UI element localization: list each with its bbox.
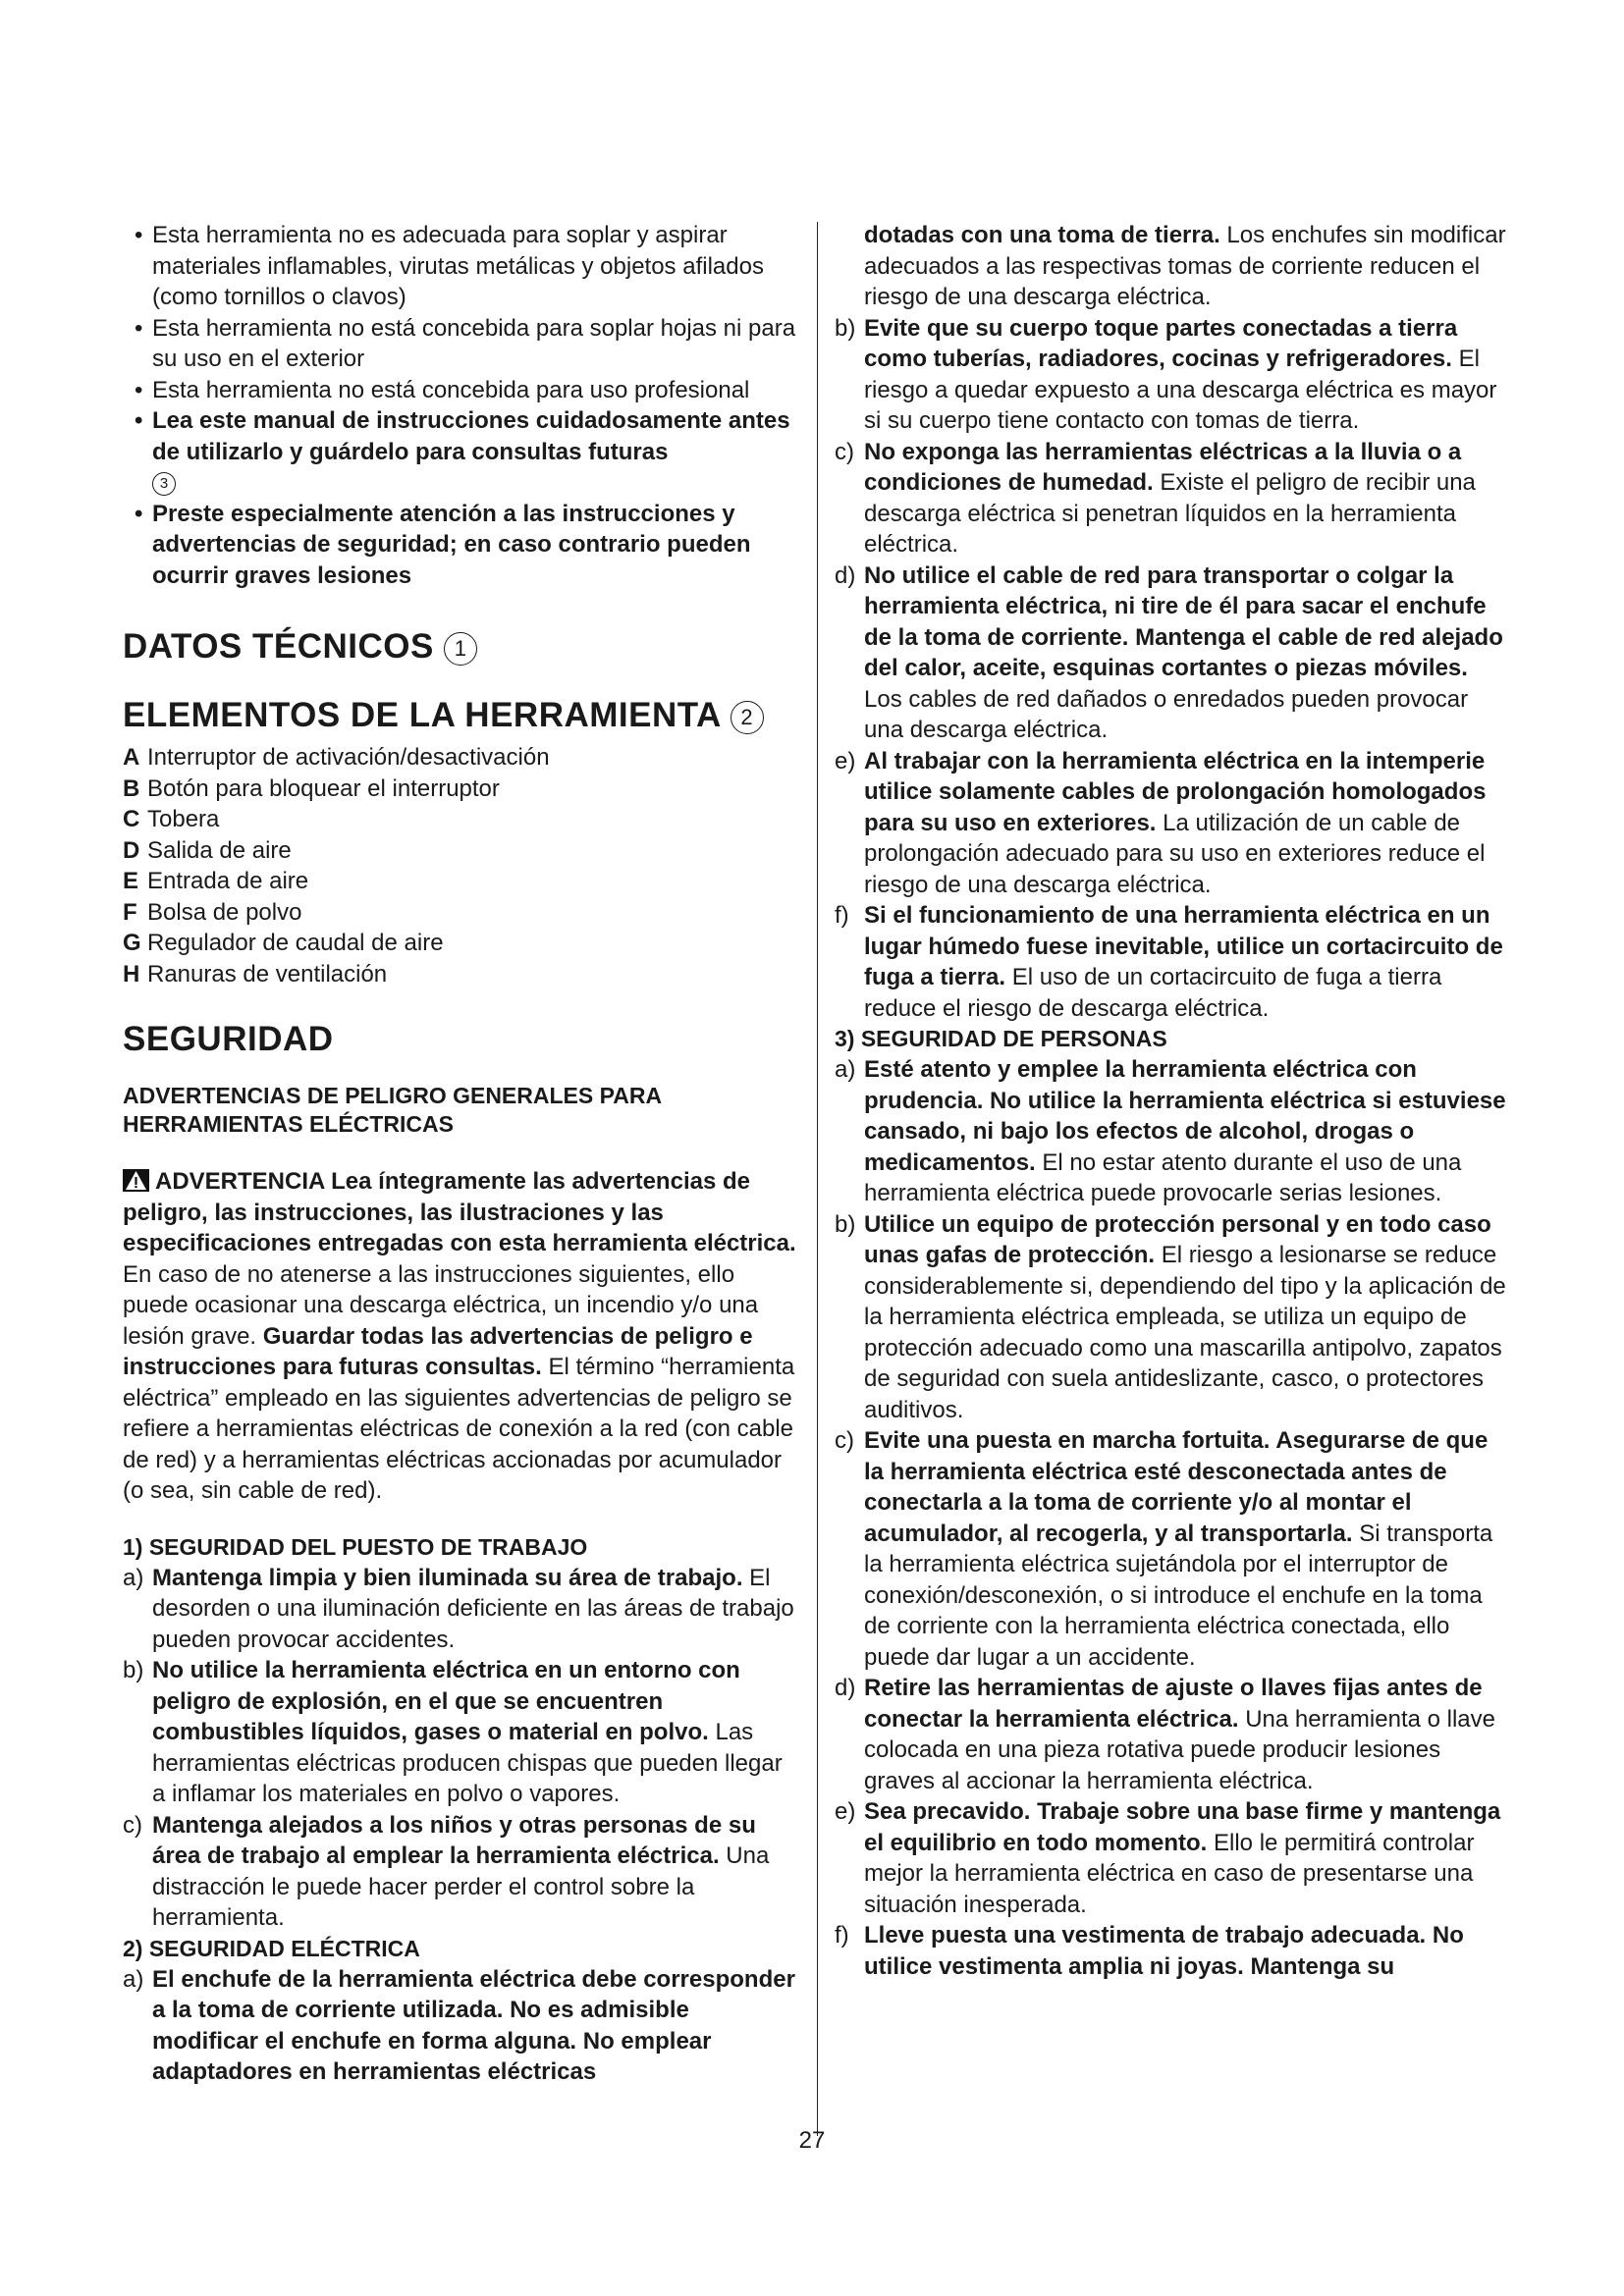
bullet-item: • Esta herramienta no está concebida para soplar hojas ni para su uso en el exterior bbox=[123, 313, 800, 375]
left-column bbox=[123, 220, 800, 2088]
list-item: b) Evite que su cuerpo toque partes conectadas a tierra como tuberías, radiadores, cocinas y refrigeradores. El riesgo a quedar expuesto a una descarga eléctrica es mayor si su cuerpo tiene contacto con tomas de tierra. bbox=[835, 314, 1497, 434]
list-item: A Interruptor de activación/desactivación bbox=[123, 744, 550, 771]
list-item: a) Mantenga limpia y bien iluminada su área de trabajo. El desorden o una iluminación deficiente en las áreas de trabajo pueden provocar accidentes. bbox=[123, 1564, 794, 1653]
list-item: E Entrada de aire bbox=[123, 868, 309, 894]
section-title-3: 3) SEGURIDAD DE PERSONAS bbox=[835, 1026, 1167, 1051]
section-title-2: 2) SEGURIDAD ELÉCTRICA bbox=[123, 1935, 420, 1961]
list-item: d) No utilice el cable de red para transportar o colgar la herramienta eléctrica, ni tire de él para sacar el enchufe de la toma de corriente. Mantenga el cable de red alejado del calor, aceite, esquinas cortantes o piezas móviles. Los cables de red dañados o enredados pueden provocar una descarga eléctrica. bbox=[835, 561, 1503, 743]
list-item: e) Sea precavido. Trabaje sobre una base firme y mantenga el equilibrio en todo momento. Ello le permitirá controlar mejor la herramienta eléctrica en caso de presentarse una situación inesperada. bbox=[835, 1798, 1501, 1918]
list-item: e) Al trabajar con la herramienta eléctrica en la intemperie utilice solamente cables de prolongación homologados para su uso en exteriores. La utilización de un cable de prolongación adecuado para su uso en exteriores reduce el riesgo de una descarga eléctrica. bbox=[835, 747, 1487, 898]
warning-paragraph: ADVERTENCIA Lea íntegramente las advertencias de peligro, las instrucciones, las ilustraciones y las especificaciones entregadas con esta herramienta eléctrica. En caso de no atenerse a las instrucciones siguientes, ello puede ocasionar una descarga eléctrica, un incendio y/o una lesión grave. Guardar todas las advertencias de peligro e instrucciones para futuras consultas. El término “herramienta eléctrica” empleado en las siguientes advertencias de peligro se refiere a herramientas eléctricas de conexión a la red (con cable de red) y a herramientas eléctricas accionadas por acumulador (o sea, sin cable de red). bbox=[123, 1168, 796, 1504]
bullet-item: • Esta herramienta no es adecuada para soplar y aspirar materiales inflamables, virutas metálicas y objetos afilados (como tornillos o clavos) bbox=[123, 220, 800, 313]
list-item: c) Evite una puesta en marcha fortuita. Asegurarse de que la herramienta eléctrica esté desconectada antes de conectarla a la toma de corriente y/o al montar el acumulador, al recogerla, y al transportarla. Si transporta la herramienta eléctrica sujetándola por el interruptor de conexión/desconexión, o si introduce el enchufe en la toma de corriente con la herramienta eléctrica conectada, ello puede dar lugar a un accidente. bbox=[835, 1427, 1493, 1671]
list-item: B Botón para bloquear el interruptor bbox=[123, 774, 500, 802]
warning-triangle-icon bbox=[123, 1169, 149, 1192]
figure-ref-3: 3 bbox=[152, 472, 176, 496]
list-item: b) Utilice un equipo de protección personal y en todo caso unas gafas de protección. El riesgo a lesionarse se reduce considerablemente si, dependiendo del tipo y la aplicación de la herramienta eléctrica empleada, se utiliza un equipo de protección adecuado como una mascarilla antipolvo, zapatos de seguridad con suela antideslizante, casco, o protectores auditivos. bbox=[835, 1210, 1506, 1423]
heading-seguridad: SEGURIDAD bbox=[123, 1020, 334, 1058]
right-column bbox=[835, 220, 1512, 1982]
heading-datos-tecnicos: DATOS TÉCNICOS 1 bbox=[123, 626, 800, 667]
list-item: c) No exponga las herramientas eléctricas a la lluvia o a condiciones de humedad. Existe el peligro de recibir una descarga eléctrica si penetran líquidos en la herramienta eléctrica. bbox=[835, 438, 1476, 558]
column-divider bbox=[817, 222, 818, 2136]
bullet-item-bold: • Lea este manual de instrucciones cuidadosamente antes de utilizarlo y guárdelo para consultas futuras bbox=[123, 405, 800, 467]
list-item: d) Retire las herramientas de ajuste o llaves fijas antes de conectar la herramienta eléctrica. Una herramienta o llave colocada en una pieza rotativa puede producir lesiones graves al accionar la herramienta eléctrica. bbox=[835, 1675, 1495, 1794]
list-item: f) Lleve puesta una vestimenta de trabajo adecuada. No utilice vestimenta amplia ni joyas. Mantenga su bbox=[835, 1922, 1464, 1980]
heading-elementos: ELEMENTOS DE LA HERRAMIENTA 2 bbox=[123, 695, 800, 736]
list-item: F Bolsa de polvo bbox=[123, 898, 302, 926]
figure-ref-wrap bbox=[123, 467, 800, 499]
page-number: 27 bbox=[798, 2127, 826, 2154]
list-item: b) No utilice la herramienta eléctrica en un entorno con peligro de explosión, en el que se encuentren combustibles líquidos, gases o material en polvo. Las herramientas eléctricas producen chispas que pueden llegar a inflamar los materiales en polvo o vapores. bbox=[123, 1657, 783, 1807]
list-item: D Salida de aire bbox=[123, 836, 292, 864]
list-item: c) Mantenga alejados a los niños y otras personas de su área de trabajo al emplear la herramienta eléctrica. Una distracción le puede hacer perder el control sobre la herramienta. bbox=[123, 1811, 770, 1931]
figure-ref-1: 1 bbox=[444, 632, 477, 666]
bullet-item: • Esta herramienta no está concebida para uso profesional bbox=[123, 375, 800, 406]
subheading-advertencias: ADVERTENCIAS DE PELIGRO GENERALES PARA HERRAMIENTAS ELÉCTRICAS bbox=[123, 1083, 662, 1137]
list-item-continuation: dotadas con una toma de tierra. Los enchufes sin modificar adecuados a las respectivas tomas de corriente reducen el riesgo de una descarga eléctrica. bbox=[864, 222, 1506, 310]
list-item: f) Si el funcionamiento de una herramienta eléctrica en un lugar húmedo fuese inevitable, utilice un cortacircuito de fuga a tierra. El uso de un cortacircuito de fuga a tierra reduce el riesgo de descarga eléctrica. bbox=[835, 902, 1503, 1022]
section-title-1: 1) SEGURIDAD DEL PUESTO DE TRABAJO bbox=[123, 1533, 588, 1560]
bullet-item-bold: • Preste especialmente atención a las instrucciones y advertencias de seguridad; en caso contrario pueden ocurrir graves lesiones bbox=[123, 499, 800, 592]
list-item: a) El enchufe de la herramienta eléctrica debe corresponder a la toma de corriente utilizada. No es admisible modificar el enchufe en forma alguna. No emplear adaptadores en herramientas eléctricas bbox=[123, 1965, 795, 2085]
list-item: G Regulador de caudal de aire bbox=[123, 930, 444, 956]
list-item: C Tobera bbox=[123, 806, 220, 832]
elements-list bbox=[123, 742, 800, 989]
list-item: H Ranuras de ventilación bbox=[123, 960, 388, 988]
figure-ref-2: 2 bbox=[731, 701, 764, 734]
list-item: a) Esté atento y emplee la herramienta eléctrica con prudencia. No utilice la herramienta eléctrica si estuviese cansado, ni bajo los efectos de alcohol, drogas o medicamentos. El no estar atento durante el uso de una herramienta eléctrica puede provocarle serias lesiones. bbox=[835, 1056, 1506, 1206]
